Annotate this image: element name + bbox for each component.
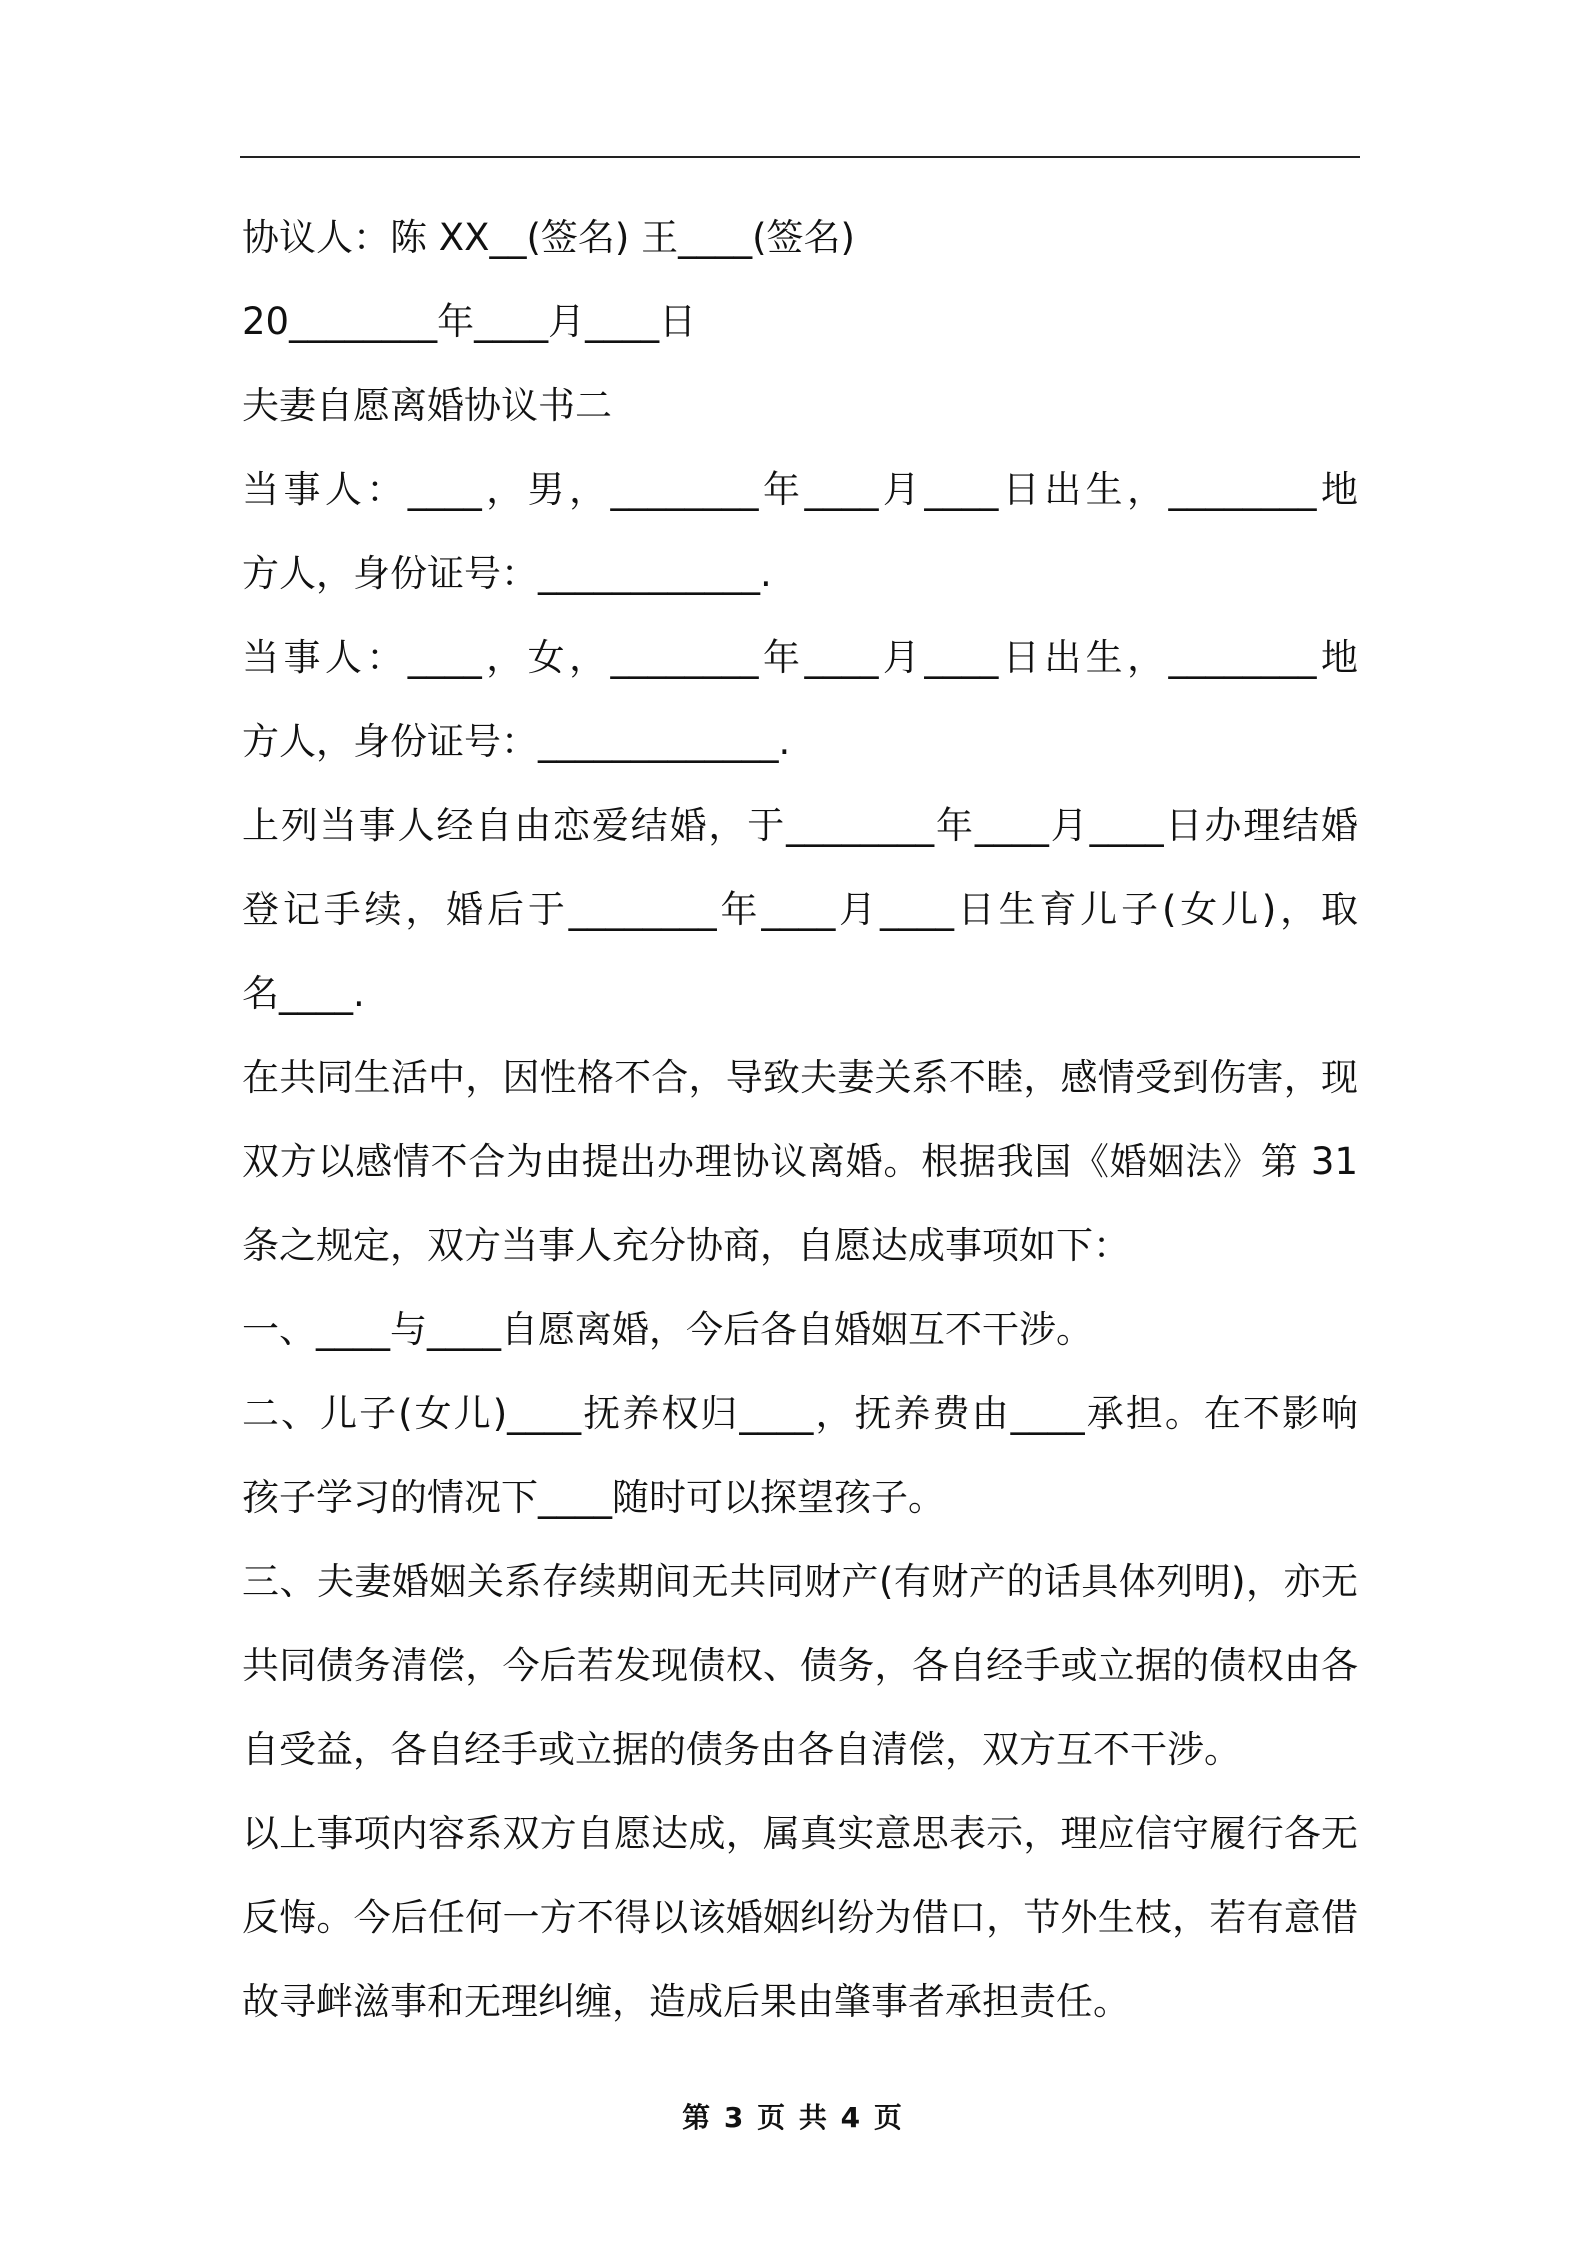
header-divider xyxy=(240,156,1360,158)
party-female-id-line: 方人，身份证号：_____________. xyxy=(242,720,791,763)
party-female-line: 当事人：____，女，________年____月____日出生，________地 xyxy=(242,636,1358,679)
clause-two-continued: 孩子学习的情况下____随时可以探望孩子。 xyxy=(242,1476,945,1519)
paragraph-line: 在共同生活中，因性格不合，导致夫妻关系不睦，感情受到伤害，现 xyxy=(242,1056,1358,1099)
document-body xyxy=(242,196,1358,2044)
closing-paragraph-line: 反悔。今后任何一方不得以该婚姻纠纷为借口，节外生枝，若有意借 xyxy=(242,1896,1358,1939)
page-number: 第 3 页 共 4 页 xyxy=(682,2101,904,2134)
paragraph-line: 双方以感情不合为由提出办理协议离婚。根据我国《婚姻法》第 31 xyxy=(242,1140,1358,1183)
clause-one: 一、____与____自愿离婚，今后各自婚姻互不干涉。 xyxy=(242,1308,1093,1351)
paragraph-line: 上列当事人经自由恋爱结婚，于________年____月____日办理结婚 xyxy=(242,804,1358,847)
paragraph-line: 名____. xyxy=(242,972,365,1015)
closing-paragraph-line: 以上事项内容系双方自愿达成，属真实意思表示，理应信守履行各无 xyxy=(242,1812,1358,1855)
clause-two: 二、儿子(女儿)____抚养权归____，抚养费由____承担。在不影响 xyxy=(242,1392,1358,1435)
paragraph-line: 条之规定，双方当事人充分协商，自愿达成事项如下： xyxy=(242,1224,1130,1267)
section-title: 夫妻自愿离婚协议书二 xyxy=(242,384,612,427)
clause-three-continued: 共同债务清偿，今后若发现债权、债务，各自经手或立据的债权由各 xyxy=(242,1644,1358,1687)
paragraph-line: 登记手续，婚后于________年____月____日生育儿子(女儿)，取 xyxy=(242,888,1358,931)
clause-three: 三、夫妻婚姻关系存续期间无共同财产(有财产的话具体列明)，亦无 xyxy=(242,1560,1358,1603)
party-male-line: 当事人：____，男，________年____月____日出生，________地 xyxy=(242,468,1358,511)
clause-three-continued: 自受益，各自经手或立据的债务由各自清偿，双方互不干涉。 xyxy=(242,1728,1241,1771)
signatories-line: 协议人：陈 XX__(签名) 王____(签名) xyxy=(242,216,855,259)
closing-paragraph-line: 故寻衅滋事和无理纠缠，造成后果由肇事者承担责任。 xyxy=(242,1980,1130,2023)
party-male-id-line: 方人，身份证号：____________. xyxy=(242,552,772,595)
date-line: 20________年____月____日 xyxy=(242,300,697,343)
